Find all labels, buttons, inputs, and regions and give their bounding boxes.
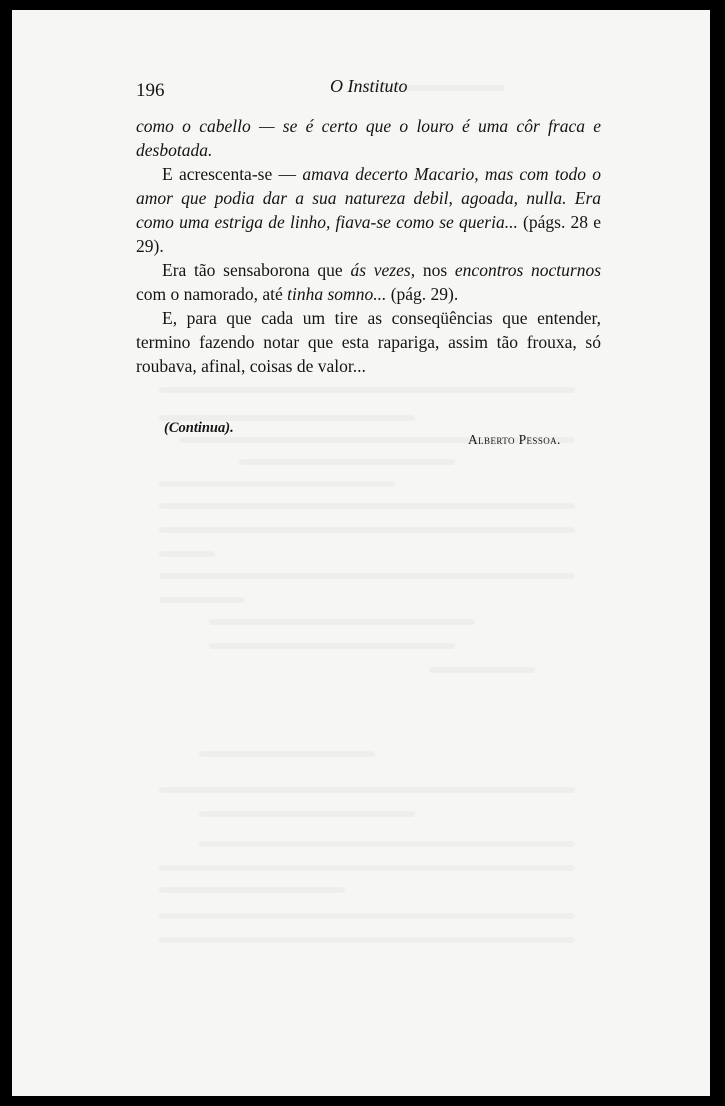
paragraph-3-part-7: (pág. 29). <box>386 284 459 304</box>
paragraph-1 <box>136 114 601 162</box>
paragraph-2 <box>136 162 601 258</box>
paragraph-3-part-3: nos <box>415 260 455 280</box>
paragraph-3-part-4: encontros nocturnos <box>454 260 602 280</box>
paragraph-2-lead: E acrescenta-se — <box>162 164 303 184</box>
paragraph-3 <box>136 258 601 306</box>
paragraph-3-part-1: Era tão sensaborona que <box>162 260 351 280</box>
paragraph-3-part-2: ás vezes, <box>350 260 416 280</box>
paragraph-2-quote: amava decerto Macario, mas com todo o amor que podia dar a sua natureza debil, agoada, nulla. Era como uma estriga de linho, fiava-se como se queria... <box>136 164 601 232</box>
paragraph-3-part-6: tinha somno... <box>287 284 387 304</box>
paragraph-4-text: E, para que cada um tire as conseqüências que entender, termino fazendo notar que esta rapariga, assim tão frouxa, só roubava, afinal, coisas de valor... <box>136 308 601 376</box>
paragraph-3-part-5: com o namorado, até <box>136 284 288 304</box>
continua-note: (Continua). <box>164 420 234 436</box>
paragraph-2-citation: (págs. 28 e 29). <box>136 212 601 256</box>
author-signature: Alberto Pessoa. <box>468 432 561 447</box>
document-page <box>12 10 710 1096</box>
body-text <box>136 114 601 378</box>
page-number: 196 <box>136 80 165 101</box>
paragraph-4 <box>136 306 601 378</box>
paragraph-1-text: como o cabello — se é certo que o louro é uma côr fraca e desbotada. <box>136 116 601 160</box>
running-title: O Instituto <box>330 76 408 96</box>
